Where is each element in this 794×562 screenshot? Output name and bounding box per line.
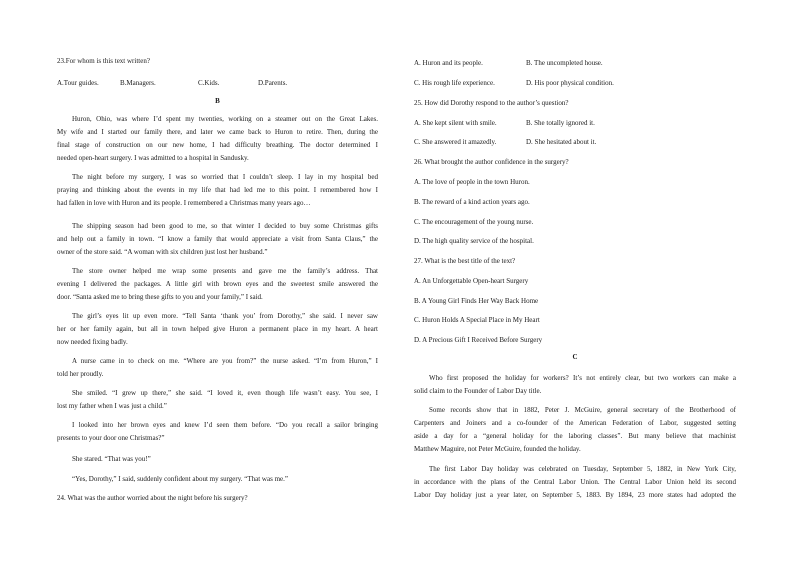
q26-option-d: D. The high quality service of the hospital. bbox=[414, 237, 534, 245]
c-p2-line3: aside a day for a “general holiday for the laboring classes”. But many believe that machinist bbox=[414, 432, 736, 440]
c-p2-line2: Carpenters and Joiners and a co-founder of the American Federation of Labor, suggested setting bbox=[414, 419, 736, 427]
q23-option-d: D.Parents. bbox=[258, 79, 288, 87]
b-p4-line2: evening I delivered the packages. A little girl with brown eyes and the sweetest smile answered the bbox=[57, 280, 378, 288]
c-p3-line2: in accordance with the plans of the Central Labor Union. The Central Labor Union held its second bbox=[414, 478, 736, 486]
q25-option-a: A. She kept silent with smile. bbox=[414, 119, 497, 127]
left-column bbox=[57, 0, 378, 562]
q27-option-d: D. A Precious Gift I Received Before Surgery bbox=[414, 336, 543, 344]
q26-option-a: A. The love of people in the town Huron. bbox=[414, 178, 530, 186]
b-p2-line1: The night before my surgery, I was so worried that I couldn’t sleep. I lay in my hospital bed bbox=[72, 173, 378, 181]
c-p2-line4: Matthew Maguire, not Peter McGuire, founded the holiday. bbox=[414, 445, 581, 453]
b-p5-line1: The girl’s eyes lit up even more. “Tell Santa ‘thank you’ from Dorothy,” she said. I never saw bbox=[72, 312, 378, 320]
q26-option-c: C. The encouragement of the young nurse. bbox=[414, 218, 534, 226]
c-p3-line1: The first Labor Day holiday was celebrated on Tuesday, September 5, 1882, in New York City, bbox=[429, 465, 736, 473]
b-p1-line2: My wife and I started our family there, and later we came back to Huron to retire. Then, during the bbox=[57, 128, 378, 136]
b-p7-line1: She smiled. “I grew up there,” she said. “I loved it, even though life wasn’t easy. You see, I bbox=[72, 389, 378, 397]
section-b-heading: B bbox=[215, 97, 220, 105]
b-p2-line2: praying and thinking about the events in my life that had led me to this point. I remembered how I bbox=[57, 186, 378, 194]
q27-option-c: C. Huron Holds A Special Place in My Heart bbox=[414, 316, 540, 324]
c-p2-line1: Some records show that in 1882, Peter J. McGuire, general secretary of the Brotherhood of bbox=[429, 406, 736, 414]
b-p6-line2: told her proudly. bbox=[57, 370, 104, 378]
q23-option-b: B.Managers. bbox=[120, 79, 156, 87]
b-p1-line1: Huron, Ohio, was where I’d spent my twenties, working on a steamer out on the Great Lakes. bbox=[72, 115, 378, 123]
b-p3-line1: The shipping season had been good to me, so that winter I decided to buy some Christmas gifts bbox=[72, 222, 378, 230]
question-26: 26. What brought the author confidence in the surgery? bbox=[414, 158, 569, 166]
question-24: 24. What was the author worried about the night before his surgery? bbox=[57, 494, 248, 502]
b-p6-line1: A nurse came in to check on me. “Where are you from?” the nurse asked. “I’m from Huron,” I bbox=[72, 357, 378, 365]
b-p5-line2: her or her family again, but all in town helped give Huron a permanent place in my heart. A heart bbox=[57, 325, 378, 333]
q25-option-b: B. She totally ignored it. bbox=[526, 119, 595, 127]
b-p8-line1: I looked into her brown eyes and knew I’d seen them before. “Do you recall a sailor bringing bbox=[72, 421, 378, 429]
q23-option-c: C.Kids. bbox=[198, 79, 220, 87]
c-p1-line2: solid claim to the Founder of Labor Day title. bbox=[414, 387, 542, 395]
q25-option-d: D. She hesitated about it. bbox=[526, 138, 597, 146]
b-p9-line1: She stared. “That was you!” bbox=[72, 455, 151, 463]
q24-option-d: D. His poor physical condition. bbox=[526, 79, 614, 87]
b-p10-line1: “Yes, Dorothy,” I said, suddenly confident about my surgery. “That was me.” bbox=[72, 475, 288, 483]
b-p2-line3: had fallen in love with Huron and its people. I remembered a Christmas many years ago… bbox=[57, 199, 311, 207]
q24-option-b: B. The uncompleted house. bbox=[526, 59, 603, 67]
q24-option-c: C. His rough life experience. bbox=[414, 79, 495, 87]
q27-option-b: B. A Young Girl Finds Her Way Back Home bbox=[414, 297, 539, 305]
b-p1-line4: needed open-heart surgery. I was admitted to a hospital in Sandusky. bbox=[57, 154, 249, 162]
b-p4-line1: The store owner helped me wrap some presents and gave me the family’s address. That bbox=[72, 267, 378, 275]
q26-option-b: B. The reward of a kind action years ago. bbox=[414, 198, 530, 206]
b-p5-line3: now needed fixing badly. bbox=[57, 338, 128, 346]
q25-option-c: C. She answered it amazedly. bbox=[414, 138, 497, 146]
b-p3-line3: owner of the store said. “A woman with six children just lost her husband.” bbox=[57, 248, 268, 256]
b-p1-line3: final stage of construction on our new home, I had difficulty breathing. The doctor determined I bbox=[57, 141, 378, 149]
q27-option-a: A. An Unforgettable Open-heart Surgery bbox=[414, 277, 529, 285]
b-p3-line2: and help out a family in town. “I know a family that would appreciate a visit from Santa Claus,” the bbox=[57, 235, 378, 243]
b-p8-line2: presents to your door one Christmas?” bbox=[57, 434, 165, 442]
b-p7-line2: lost my father when I was just a child.” bbox=[57, 402, 167, 410]
question-25: 25. How did Dorothy respond to the author’s question? bbox=[414, 99, 569, 107]
c-p3-line3: Labor Day holiday just a year later, on September 5, 1883. By 1894, 23 more states had adopted the bbox=[414, 491, 736, 499]
q23-option-a: A.Tour guides. bbox=[57, 79, 99, 87]
q24-option-a: A. Huron and its people. bbox=[414, 59, 483, 67]
section-c-heading: C bbox=[572, 353, 578, 361]
question-23: 23.For whom is this text written? bbox=[57, 57, 150, 65]
right-column bbox=[414, 0, 736, 562]
question-27: 27. What is the best title of the text? bbox=[414, 257, 516, 265]
b-p4-line3: door. “Santa asked me to bring these gifts to you and your family,” I said. bbox=[57, 293, 263, 301]
c-p1-line1: Who first proposed the holiday for workers? It’s not entirely clear, but two workers can make a bbox=[429, 374, 736, 382]
